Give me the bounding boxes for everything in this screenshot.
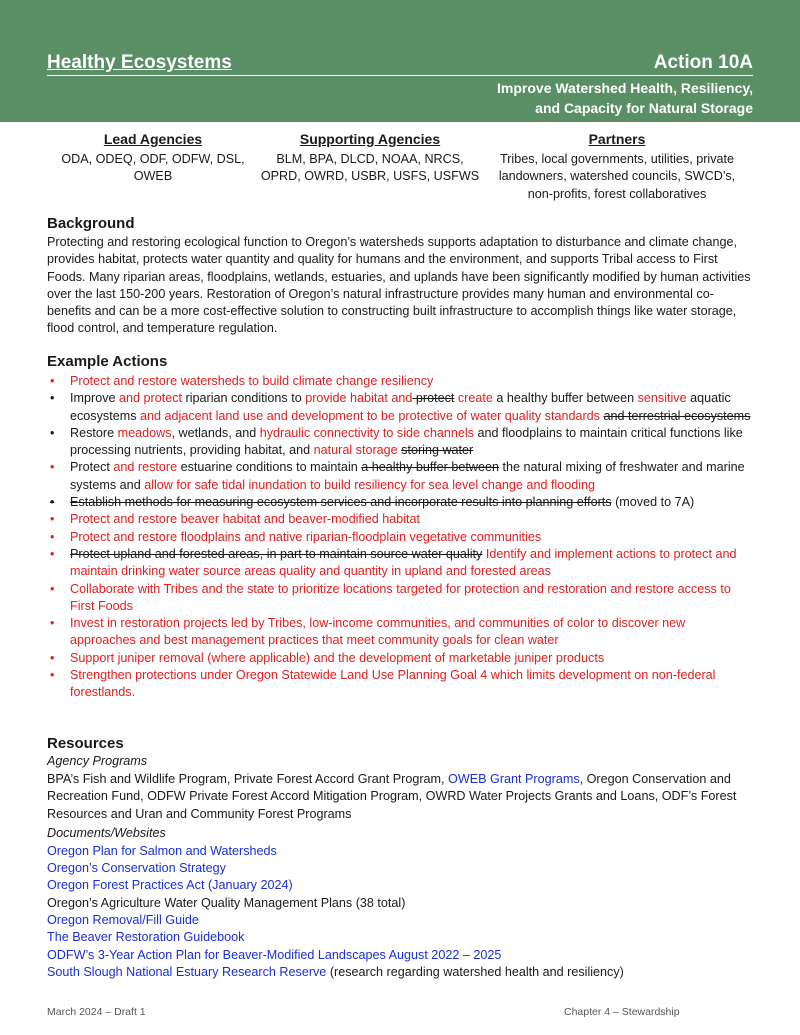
- list-item: [47, 390, 753, 425]
- partners-line-1: Tribes, local governments, utilities, private: [499, 152, 734, 166]
- action-text: Invest in restoration projects led by Tribes, low-income communities, and communities of color to discover new approaches and best management practices that meet community goals for clean water: [70, 616, 686, 648]
- action-text: Strengthen protections under Oregon Statewide Land Use Planning Goal 4 which limits development on non-federal forestlands.: [70, 668, 716, 700]
- deleted-text: a healthy buffer between: [361, 460, 499, 475]
- action-subtitle: [253, 78, 753, 118]
- action-text: the natural mixing of freshwater and marine systems and: [70, 460, 745, 492]
- list-item: [47, 459, 753, 494]
- bullet-icon: •: [50, 529, 55, 544]
- resources-heading: Resources: [47, 735, 124, 752]
- action-text: Protect: [70, 460, 114, 475]
- supporting-agencies-line-1: BLM, BPA, DLCD, NOAA, NRCS,: [276, 152, 464, 166]
- agencies-table: [47, 130, 753, 206]
- bullet-icon: •: [50, 374, 55, 388]
- inserted-text: allow for safe tidal inundation to build resiliency for sea level change and flooding: [144, 477, 596, 492]
- programs-text: BPA’s Fish and Wildlife Program, Private Forest Accord Grant Program,: [47, 772, 449, 786]
- ag-water-quality-plans: Oregon’s Agriculture Water Quality Management Plans (38 total): [47, 896, 406, 910]
- lead-agencies-line-1: ODA, ODEQ, ODF, ODFW, DSL,: [61, 152, 245, 166]
- list-item: [47, 615, 753, 650]
- action-subtitle-line-2: and Capacity for Natural Storage: [535, 100, 753, 116]
- inserted-text: provide habitat and: [305, 391, 413, 406]
- beaver-restoration-guidebook-link[interactable]: The Beaver Restoration Guidebook: [47, 930, 245, 944]
- action-text: Support juniper removal (where applicable) and the development of marketable juniper products: [70, 650, 605, 665]
- documents-websites-label: Documents/Websites: [47, 826, 166, 840]
- action-text: Protect and restore beaver habitat and beaver-modified habitat: [70, 512, 421, 527]
- south-slough-line: [47, 964, 753, 981]
- bullet-icon: •: [50, 391, 55, 406]
- inserted-text: and adjacent land use and development to be protective of water quality standards: [140, 408, 600, 423]
- bullet-icon: •: [50, 650, 55, 665]
- action-number: Action 10A: [653, 52, 753, 73]
- list-item: [47, 494, 753, 511]
- supporting-agencies-column: [259, 130, 481, 186]
- conservation-strategy-link[interactable]: Oregon’s Conservation Strategy: [47, 861, 226, 875]
- footer-date: March 2024 – Draft 1: [47, 1006, 146, 1018]
- lead-agencies-heading: Lead Agencies: [103, 131, 203, 147]
- supporting-agencies-heading: Supporting Agencies: [299, 131, 441, 147]
- deleted-text: storing water: [401, 443, 474, 458]
- bullet-icon: •: [50, 581, 55, 596]
- partners-column: [481, 130, 753, 203]
- list-item: [47, 425, 753, 460]
- partners-heading: Partners: [588, 131, 646, 147]
- action-text: (moved to 7A): [611, 495, 695, 510]
- action-text: Restore: [70, 425, 118, 440]
- deleted-text: Establish methods for measuring ecosystem services and incorporate results into planning efforts: [70, 495, 612, 510]
- partners-line-2: landowners, watershed councils, SWCD’s,: [498, 169, 736, 184]
- south-slough-link[interactable]: South Slough National Estuary Research Reserve: [47, 965, 327, 979]
- bullet-icon: •: [50, 616, 55, 631]
- list-item: [47, 667, 753, 702]
- action-text: a healthy buffer between: [492, 391, 638, 406]
- example-actions-heading: Example Actions: [47, 353, 168, 370]
- action-text: Protect and restore floodplains and native riparian-floodplain vegetative communities: [70, 529, 542, 544]
- background-text: Protecting and restoring ecological function to Oregon’s watersheds supports adaptation to disturbance and climate change, provides habitat, protects water quantity and quality for humans and the environment, and supports Tribal access to First Foods. Many riparian areas, floodplains, wetlands, estuaries, and uplands have been significantly modified by human activities over the last 150-200 years. Restoration of Oregon’s natural infrastructure provides many human and environmental co-benefits and can be a more cost-effective solution to constructing built infrastructure to accomplish things like water storage, flood control, and temperature regulation.: [47, 235, 751, 336]
- removal-fill-guide-link[interactable]: Oregon Removal/Fill Guide: [47, 913, 199, 927]
- action-text: estuarine conditions to maintain: [177, 460, 362, 475]
- example-actions-list: [47, 373, 753, 702]
- programs-text: , Oregon Conservation and Recreation Fund, ODFW Private Forest Accord Mitigation Program, OWRD Water Projects Grants and Loans, ODF’s Forest Resources and Uran and Community Forest Programs: [47, 772, 737, 821]
- bullet-icon: •: [50, 512, 55, 527]
- deleted-text: protect: [412, 391, 455, 406]
- action-text: Collaborate with Tribes and the state to prioritize locations targeted for protection and restoration and restore access to First Foods: [70, 581, 731, 613]
- list-item: [47, 511, 753, 528]
- inserted-text: natural storage: [313, 443, 398, 458]
- south-slough-note: (research regarding watershed health and resiliency): [326, 965, 624, 979]
- inserted-text: hydraulic connectivity to side channels: [259, 425, 474, 440]
- inserted-text: sensitive: [637, 391, 687, 406]
- action-text: Protect and restore watersheds to build climate change resiliency: [70, 374, 434, 388]
- odfw-beaver-action-plan-link[interactable]: ODFW’s 3-Year Action Plan for Beaver-Modified Landscapes August 2022 – 2025: [47, 948, 502, 962]
- agency-programs-label: Agency Programs: [47, 754, 148, 768]
- inserted-text: Identify and implement actions to protect and maintain drinking water source areas quality and quantity in upland and forested areas: [70, 546, 737, 579]
- inserted-text: meadows: [117, 425, 172, 440]
- bullet-icon: •: [50, 546, 55, 561]
- action-text: and floodplains to maintain critical functions like processing nutrients, providing habitat, and: [70, 425, 743, 458]
- footer-chapter: Chapter 4 – Stewardship: [564, 1006, 680, 1018]
- oregon-plan-salmon-link[interactable]: Oregon Plan for Salmon and Watersheds: [47, 844, 277, 858]
- partners-line-3: non-profits, forest collaboratives: [527, 186, 707, 201]
- bullet-icon: •: [50, 460, 55, 475]
- lead-agencies-column: [47, 130, 259, 186]
- header-title-row: [47, 50, 753, 76]
- agency-programs-text: [47, 771, 753, 823]
- list-item: [47, 529, 753, 546]
- bullet-icon: •: [50, 425, 55, 440]
- list-item: [47, 581, 753, 616]
- bullet-icon: •: [50, 495, 55, 510]
- action-text: , wetlands, and: [171, 425, 260, 440]
- background-heading: Background: [47, 215, 135, 232]
- bullet-icon: •: [50, 668, 55, 683]
- inserted-text: create: [454, 391, 493, 406]
- action-text: riparian conditions to: [182, 391, 306, 406]
- list-item: [47, 373, 753, 390]
- inserted-text: and restore: [113, 460, 178, 475]
- deleted-text: and terrestrial ecosystems: [603, 408, 751, 423]
- lead-agencies-line-2: OWEB: [133, 169, 173, 184]
- action-subtitle-line-1: Improve Watershed Health, Resiliency,: [497, 80, 753, 96]
- list-item: [47, 546, 753, 581]
- supporting-agencies-line-2: OPRD, OWRD, USBR, USFS, USFWS: [260, 169, 480, 184]
- list-item: [47, 650, 753, 667]
- inserted-text: and protect: [119, 391, 183, 406]
- action-text: Improve: [70, 391, 119, 406]
- oweb-grant-programs-link[interactable]: OWEB Grant Programs: [448, 772, 580, 786]
- forest-practices-act-link[interactable]: Oregon Forest Practices Act (January 2024): [47, 878, 293, 892]
- action-text: aquatic ecosystems: [70, 391, 731, 423]
- section-title: Healthy Ecosystems: [47, 52, 232, 73]
- header-banner: [0, 0, 800, 122]
- deleted-text: Protect upland and forested areas, in part to maintain source water quality: [70, 546, 483, 561]
